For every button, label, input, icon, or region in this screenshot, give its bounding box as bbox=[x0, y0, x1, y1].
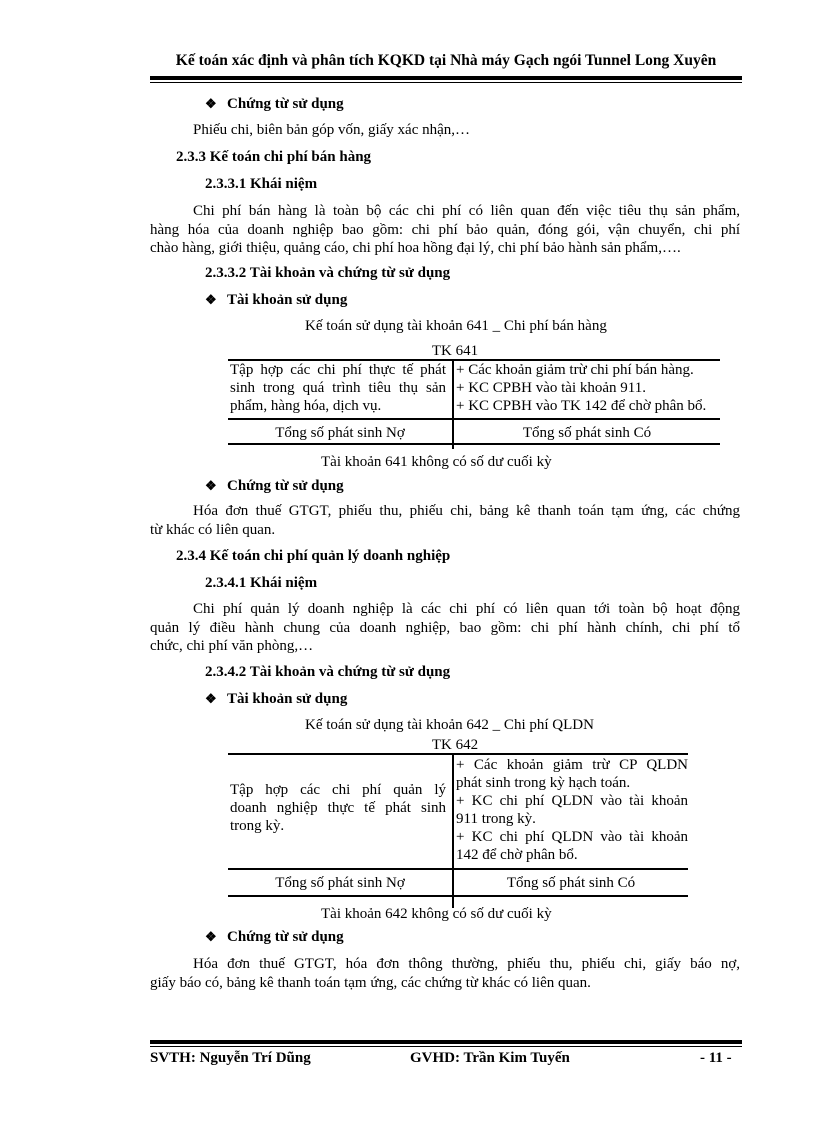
t-account-credit-total: Tổng số phát sinh Có bbox=[506, 875, 636, 891]
subsection-heading: 2.3.3.1 Khái niệm bbox=[205, 176, 318, 192]
t-account-bottom-rule bbox=[228, 443, 720, 445]
section-heading: 2.3.3 Kế toán chi phí bán hàng bbox=[176, 149, 372, 165]
subsection-heading: 2.3.4.1 Khái niệm bbox=[205, 575, 318, 591]
paragraph: Phiếu chi, biên bản góp vốn, giấy xác nhận,… bbox=[193, 122, 471, 138]
paragraph: Chi phí quản lý doanh nghiệp là các chi phí có liên quan tới toàn bộ hoạt động quản lý điều hành chung của doanh nghiệp, bao gồm: chi phí hành chính, chi phí tổ chức, chi phí văn phòng,… bbox=[150, 601, 740, 654]
account-intro: Kế toán sử dụng tài khoản 641 _ Chi phí bán hàng bbox=[305, 318, 607, 334]
bullet-heading: ❖ Chứng từ sử dụng bbox=[205, 929, 344, 945]
subsection-heading: 2.3.4.2 Tài khoản và chứng từ sử dụng bbox=[205, 664, 451, 680]
t-account-debit-total: Tổng số phát sinh Nợ bbox=[275, 425, 405, 441]
t-account-bottom-rule bbox=[228, 895, 688, 897]
page-header-title: Kế toán xác định và phân tích KQKD tại Nhà máy Gạch ngói Tunnel Long Xuyên bbox=[175, 52, 717, 69]
t-account-top-rule bbox=[228, 753, 688, 755]
t-account-credit: + Các khoản giảm trừ chi phí bán hàng. + KC CPBH vào tài khoản 911. + KC CPBH vào TK 142 để chờ phân bổ. bbox=[456, 362, 707, 414]
t-account-debit-total: Tổng số phát sinh Nợ bbox=[275, 875, 405, 891]
section-heading: 2.3.4 Kế toán chi phí quản lý doanh nghiệp bbox=[176, 548, 451, 564]
t-account-credit-total: Tổng số phát sinh Có bbox=[522, 425, 652, 441]
footer-advisor: GVHD: Trần Kim Tuyến bbox=[410, 1050, 570, 1066]
bullet-heading: ❖ Tài khoản sử dụng bbox=[205, 292, 348, 308]
header-rule bbox=[150, 76, 742, 80]
t-account-name: TK 642 bbox=[431, 737, 479, 753]
paragraph: Chi phí bán hàng là toàn bộ các chi phí có liên quan đến việc tiêu thụ sản phẩm, hàng hóa của doanh nghiệp bao gồm: chi phí bảo quản, đóng gói, vận chuyển, chi phí chào hàng, giới thiệu, quảng cáo, chi phí hoa hồng đại lý, chi phí bảo hành sản phẩm,…. bbox=[150, 203, 740, 256]
footer-rule bbox=[150, 1040, 742, 1044]
paragraph: Hóa đơn thuế GTGT, hóa đơn thông thường, phiếu thu, phiếu chi, giấy báo nợ, giấy báo có, bảng kê thanh toán tạm ứng, các chứng từ khác có liên quan. bbox=[150, 956, 740, 991]
bullet-heading: ❖ Tài khoản sử dụng bbox=[205, 691, 348, 707]
account-note: Tài khoản 641 không có số dư cuối kỳ bbox=[321, 454, 552, 470]
t-account-total-rule bbox=[228, 418, 720, 420]
bullet-heading: ❖ Chứng từ sử dụng bbox=[205, 96, 344, 112]
paragraph: Hóa đơn thuế GTGT, phiếu thu, phiếu chi, bảng kê thanh toán tạm ứng, các chứng từ khác có liên quan. bbox=[150, 503, 740, 538]
t-account-debit: Tập hợp các chi phí thực tế phát sinh trong quá trình tiêu thụ sản phẩm, hàng hóa, dịch vụ. bbox=[230, 362, 446, 414]
t-account-name: TK 641 bbox=[431, 343, 479, 359]
t-account-total-rule bbox=[228, 868, 688, 870]
page-number: - 11 - bbox=[700, 1050, 732, 1066]
header-rule-thin bbox=[150, 82, 742, 83]
footer-rule-thin bbox=[150, 1046, 742, 1047]
footer-student: SVTH: Nguyễn Trí Dũng bbox=[150, 1050, 311, 1066]
t-account-debit: Tập hợp các chi phí quản lý doanh nghiệp thực tế phát sinh trong kỳ. bbox=[230, 782, 446, 834]
t-account-credit: + Các khoản giảm trừ CP QLDN phát sinh trong kỳ hạch toán. + KC chi phí QLDN vào tài khoản 911 trong kỳ. + KC chi phí QLDN vào tài khoản 142 để chờ phân bổ. bbox=[456, 757, 688, 863]
account-note: Tài khoản 642 không có số dư cuối kỳ bbox=[321, 906, 552, 922]
diamond-bullet-icon: ❖ bbox=[205, 96, 217, 111]
diamond-bullet-icon: ❖ bbox=[205, 292, 217, 307]
diamond-bullet-icon: ❖ bbox=[205, 478, 217, 493]
diamond-bullet-icon: ❖ bbox=[205, 691, 217, 706]
diamond-bullet-icon: ❖ bbox=[205, 929, 217, 944]
account-intro: Kế toán sử dụng tài khoản 642 _ Chi phí QLDN bbox=[305, 717, 594, 733]
bullet-heading: ❖ Chứng từ sử dụng bbox=[205, 478, 344, 494]
subsection-heading: 2.3.3.2 Tài khoản và chứng từ sử dụng bbox=[205, 265, 451, 281]
